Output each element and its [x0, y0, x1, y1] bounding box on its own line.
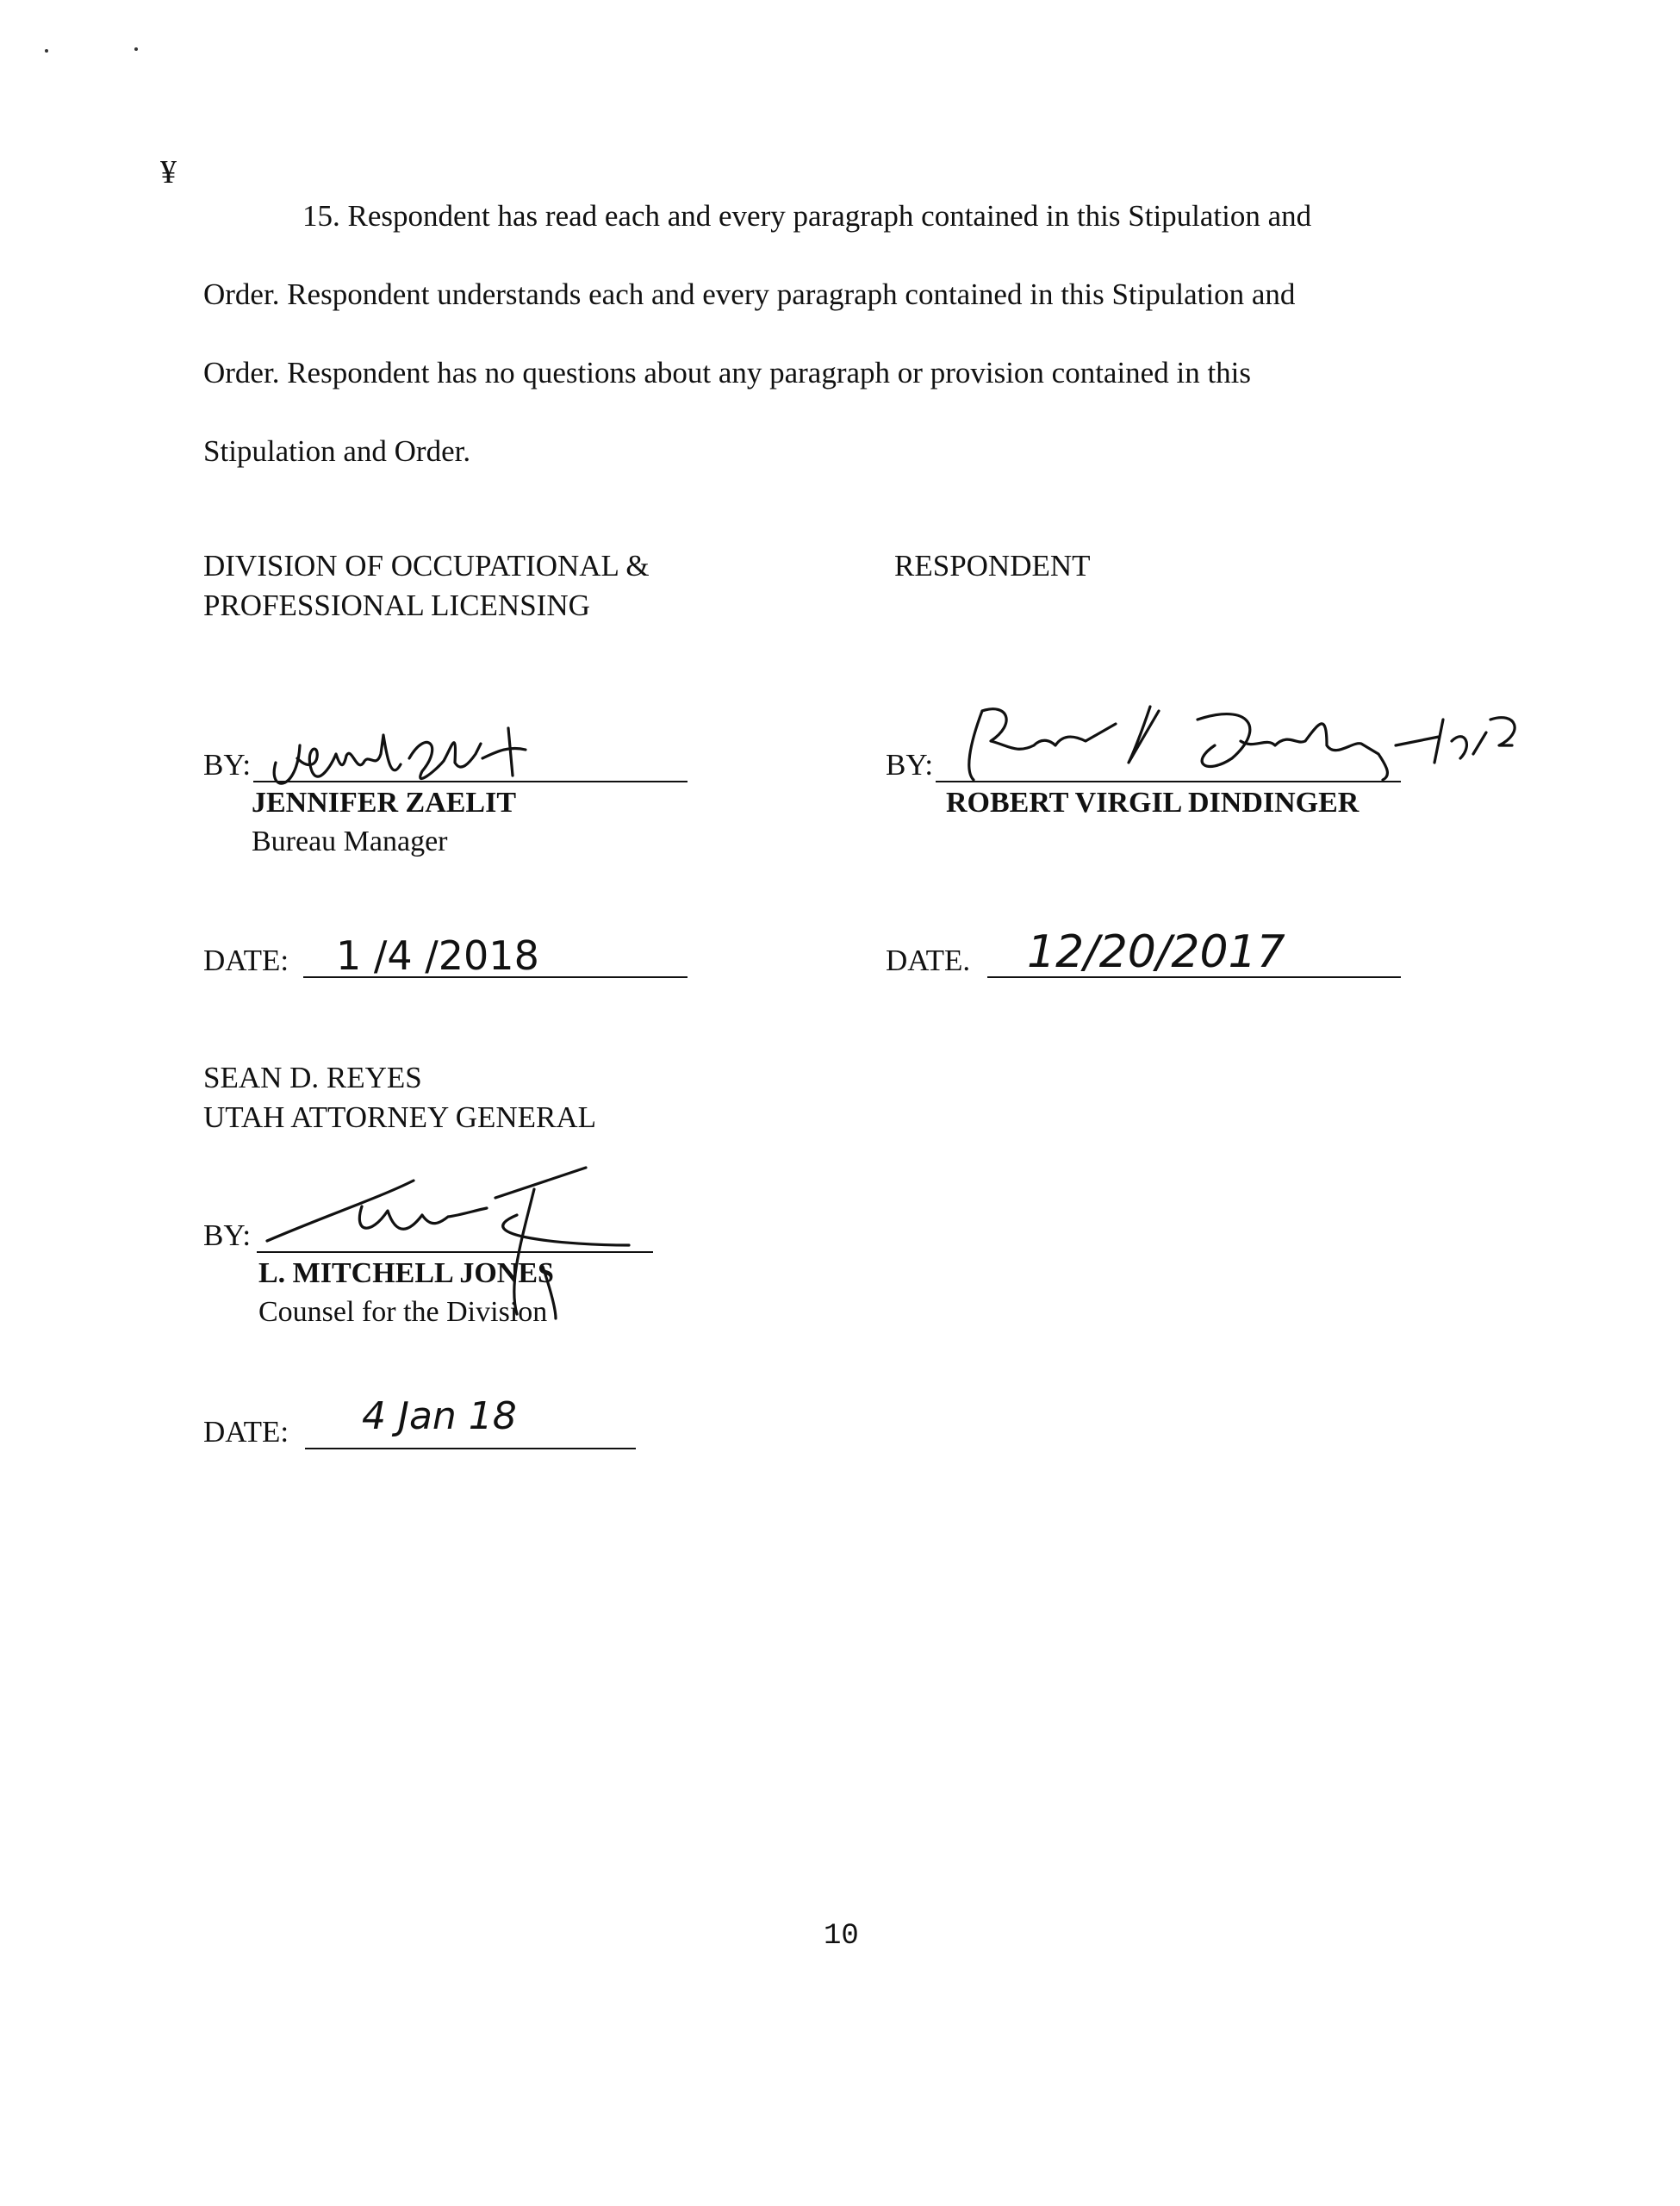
paragraph-line: 15. Respondent has read each and every paragraph contained in this Stipulation and [302, 199, 1312, 233]
ag-name: SEAN D. REYES [203, 1061, 422, 1094]
ag-signer-title: Counsel for the Division [258, 1296, 548, 1328]
margin-mark: ¥ [160, 154, 177, 190]
scan-speck [45, 49, 48, 53]
division-header-line: DIVISION OF OCCUPATIONAL & [203, 549, 650, 583]
ag-date-label: DATE: [203, 1415, 289, 1449]
paragraph-line: Stipulation and Order. [203, 434, 471, 468]
paragraph-line: Order. Respondent has no questions about any paragraph or provision contained in this [203, 356, 1252, 389]
respondent-name: ROBERT VIRGIL DINDINGER [946, 787, 1360, 819]
respondent-signature [956, 694, 1542, 788]
respondent-date-value: 12/20/2017 [1027, 926, 1285, 978]
division-by-label: BY: [203, 748, 252, 782]
respondent-by-label: BY: [886, 748, 934, 782]
respondent-date-label: DATE. [886, 944, 971, 977]
division-date-value: 1 /4 /2018 [336, 932, 539, 979]
ag-signer-name: L. MITCHELL JONES [258, 1257, 554, 1289]
paragraph-line: Order. Respondent understands each and every paragraph contained in this Stipulation and [203, 277, 1296, 311]
ag-office: UTAH ATTORNEY GENERAL [203, 1100, 597, 1134]
ag-date-line [305, 1448, 636, 1449]
scan-speck [134, 47, 138, 51]
division-signer-title: Bureau Manager [252, 826, 448, 857]
ag-date-value: 4 Jan 18 [362, 1394, 517, 1438]
respondent-header: RESPONDENT [894, 549, 1091, 583]
division-header-line: PROFESSIONAL LICENSING [203, 589, 590, 622]
page-number: 10 [824, 1920, 859, 1953]
ag-header [203, 1058, 596, 1137]
division-date-label: DATE: [203, 944, 289, 977]
division-signer-name: JENNIFER ZAELIT [252, 787, 517, 819]
paragraph-15 [203, 177, 1461, 490]
division-header [203, 546, 650, 626]
ag-by-label: BY: [203, 1218, 252, 1252]
